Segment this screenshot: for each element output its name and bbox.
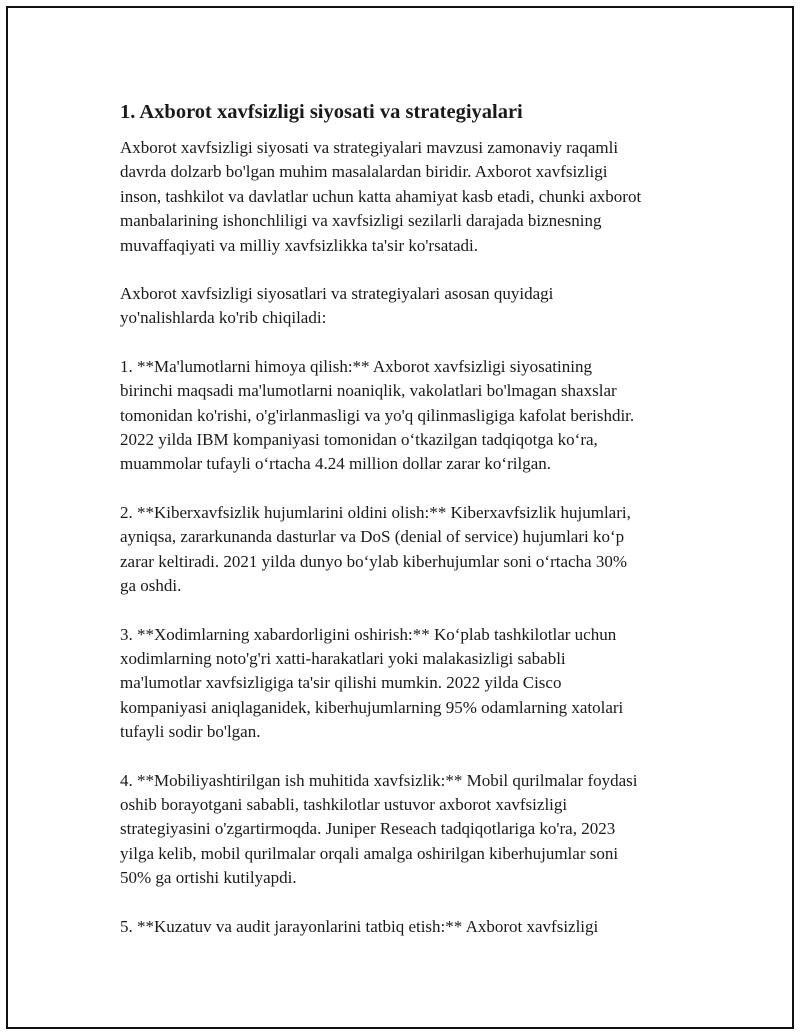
list-item-data-protection — [120, 355, 680, 477]
text-line: 50% ga ortishi kutilyapdi. — [120, 868, 297, 888]
text-line: Axborot xavfsizligi siyosatlari va strategiyalari asosan quyidagi — [120, 284, 554, 304]
list-item-mobile-security — [120, 769, 680, 891]
page-title: 1. Axborot xavfsizligi siyosati va strategiyalari — [120, 101, 523, 123]
document-page — [6, 6, 794, 1029]
text-line: birinchi maqsadi ma'lumotlarni noaniqlik, vakolatlari bo'lmagan shaxslar — [120, 381, 617, 401]
list-item-monitoring-audit — [120, 915, 680, 939]
text-line: muvaffaqiyati va milliy xavfsizlikka ta'sir ko'rsatadi. — [120, 235, 478, 255]
text-line: zarar keltiradi. 2021 yilda dunyo bo‘ylab kiberhujumlar soni o‘rtacha 30% — [120, 551, 628, 571]
text-line: tufayli sodir bo'lgan. — [120, 722, 261, 742]
text-line: xodimlarning noto'g'ri xatti-harakatlari yoki malakasizligi sababli — [120, 648, 566, 668]
text-line: ma'lumotlar xavfsizligiga ta'sir qilishi mumkin. 2022 yilda Cisco — [120, 673, 562, 693]
text-line: ga oshdi. — [120, 576, 182, 596]
text-line: inson, tashkilot va davlatlar uchun katta ahamiyat kasb etadi, chunki axborot — [120, 186, 642, 206]
directions-paragraph — [120, 282, 680, 331]
text-line: 1. **Ma'lumotlarni himoya qilish:** Axborot xavfsizligi siyosatining — [120, 356, 592, 376]
text-line: 2. **Kiberxavfsizlik hujumlarini oldini olish:** Kiberxavfsizlik hujumlari, — [120, 502, 631, 522]
text-line: yilga kelib, mobil qurilmalar orqali amalga oshirilgan kiberhujumlar soni — [120, 843, 619, 863]
text-line: tomonidan ko'rishi, o'g'irlanmasligi va yo'q qilinmasligiga kafolat berishdir. — [120, 405, 635, 425]
intro-paragraph — [120, 136, 680, 258]
text-line: davrda dolzarb bo'lgan muhim masalalardan biridir. Axborot xavfsizligi — [120, 162, 608, 182]
text-line: yo'nalishlarda ko'rib chiqiladi: — [120, 308, 327, 328]
list-item-staff-awareness — [120, 623, 680, 745]
text-line: oshib borayotgani sababli, tashkilotlar ustuvor axborot xavfsizligi — [120, 794, 568, 814]
text-line: kompaniyasi aniqlaganidek, kiberhujumlarning 95% odamlarning xatolari — [120, 697, 624, 717]
text-line: 5. **Kuzatuv va audit jarayonlarini tatbiq etish:** Axborot xavfsizligi — [120, 916, 599, 936]
text-line: Axborot xavfsizligi siyosati va strategiyalari mavzusi zamonaviy raqamli — [120, 138, 619, 157]
text-line: manbalarining ishonchliligi va xavfsizligi sezilarli darajada biznesning — [120, 211, 602, 231]
list-item-attack-prevention — [120, 501, 680, 599]
document-body — [120, 98, 680, 963]
text-line: 3. **Xodimlarning xabardorligini oshirish:** Ko‘plab tashkilotlar uchun — [120, 624, 617, 644]
text-line: strategiyasini o'zgartirmoqda. Juniper Reseach tadqiqotlariga ko'ra, 2023 — [120, 819, 616, 839]
text-line: muammolar tufayli o‘rtacha 4.24 million dollar zarar ko‘rilgan. — [120, 454, 551, 474]
text-line: 4. **Mobiliyashtirilgan ish muhitida xavfsizlik:** Mobil qurilmalar foydasi — [120, 770, 638, 790]
text-line: ayniqsa, zararkunanda dasturlar va DoS (denial of service) hujumlari ko‘p — [120, 527, 625, 547]
text-line: 2022 yilda IBM kompaniyasi tomonidan o‘tkazilgan tadqiqotga ko‘ra, — [120, 430, 598, 450]
